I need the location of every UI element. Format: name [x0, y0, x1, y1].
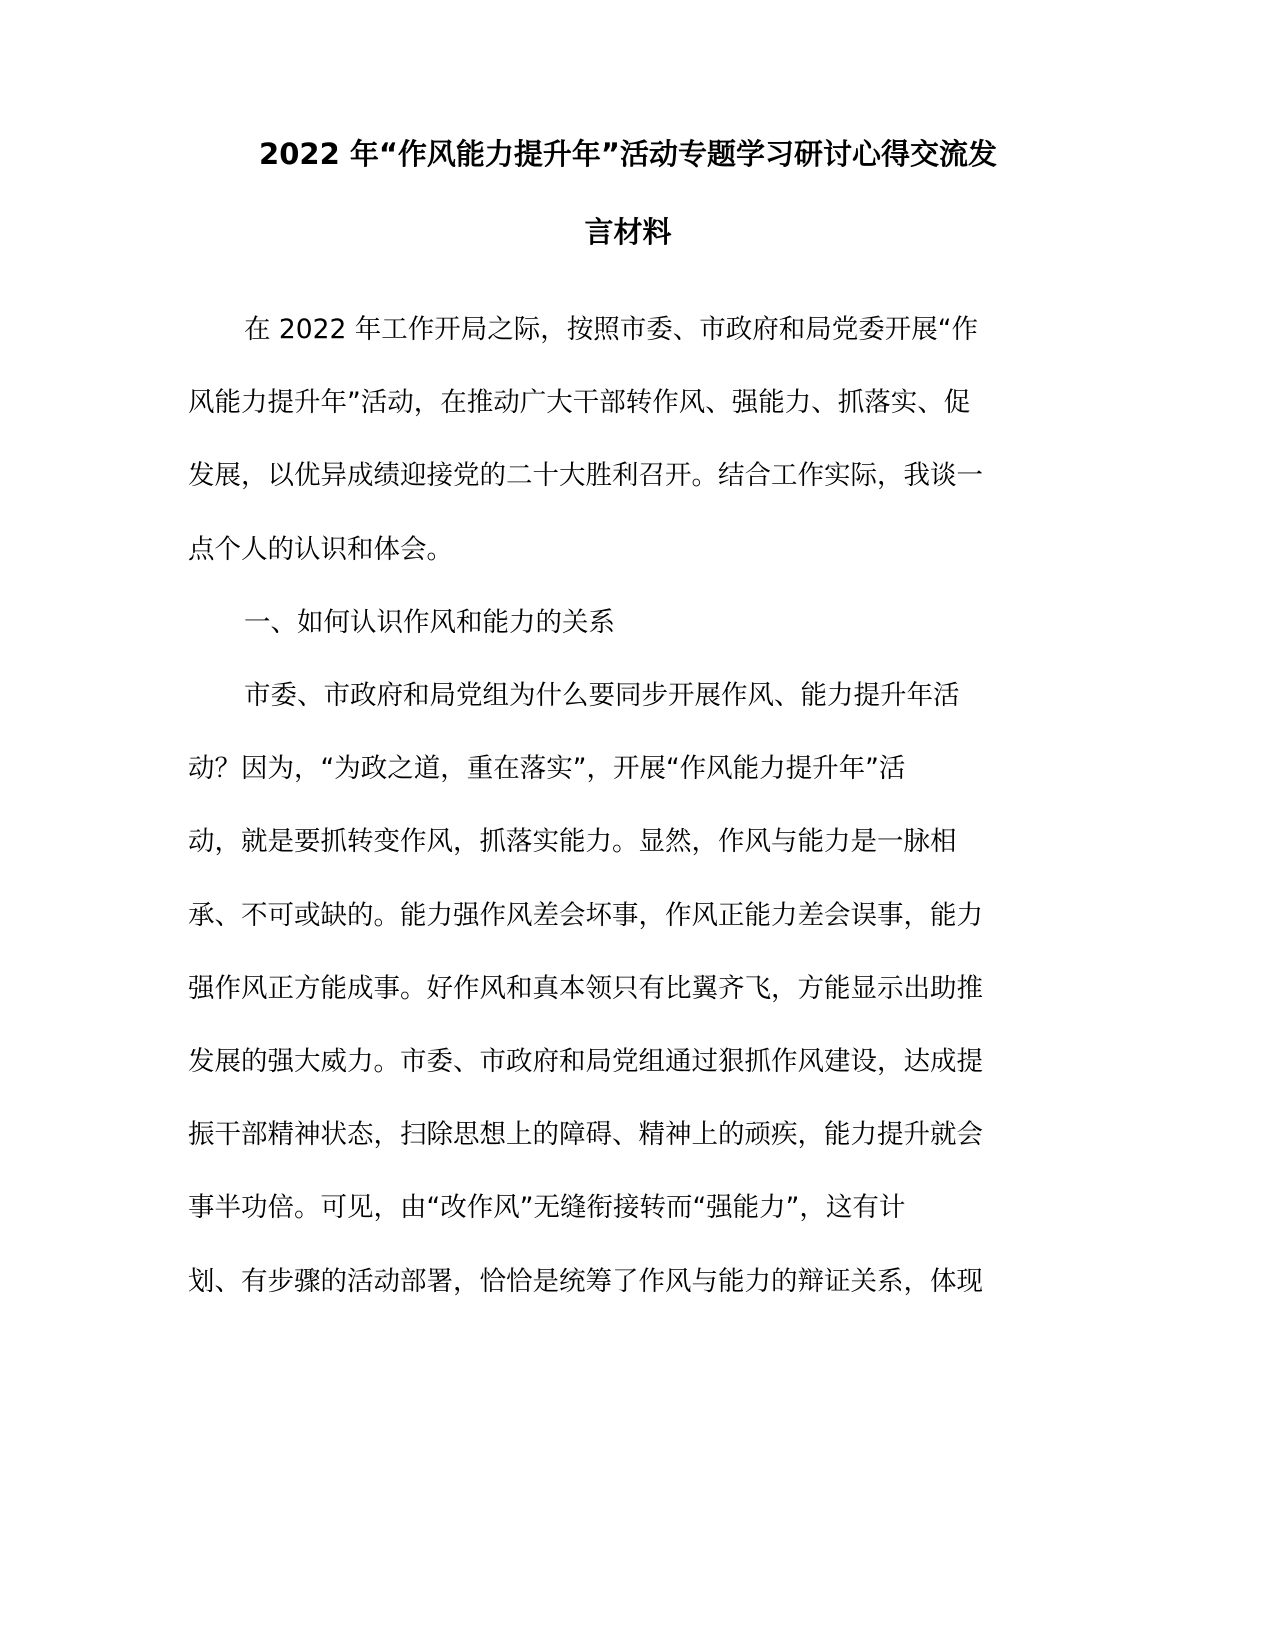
paragraph-1-line-1: 在 2022 年工作开局之际，按照市委、市政府和局党委开展“作 — [244, 314, 979, 345]
section-heading-1: 一、如何认识作风和能力的关系 — [244, 607, 615, 638]
paragraph-2-line-7: 振干部精神状态，扫除思想上的障碍、精神上的顽疾，能力提升就会 — [188, 1119, 983, 1150]
paragraph-2-line-3: 动，就是要抓转变作风，抓落实能力。显然，作风与能力是一脉相 — [188, 826, 957, 857]
paragraph-2-line-6: 发展的强大威力。市委、市政府和局党组通过狠抓作风建设，达成提 — [188, 1046, 983, 1077]
paragraph-2-line-9: 划、有步骤的活动部署，恰恰是统筹了作风与能力的辩证关系，体现 — [188, 1266, 983, 1297]
paragraph-2-line-5: 强作风正方能成事。好作风和真本领只有比翼齐飞，方能显示出助推 — [188, 973, 983, 1004]
paragraph-1-line-4: 点个人的认识和体会。 — [188, 534, 453, 565]
paragraph-2-line-2: 动？因为，“为政之道，重在落实”，开展“作风能力提升年”活 — [188, 753, 906, 784]
document-title — [188, 138, 1068, 248]
paragraph-2-line-8: 事半功倍。可见，由“改作风”无缝衔接转而“强能力”，这有计 — [188, 1192, 906, 1223]
title-line-1: 2022 年“作风能力提升年”活动专题学习研讨心得交流发 — [259, 137, 997, 171]
paragraph-1-line-3: 发展，以优异成绩迎接党的二十大胜利召开。结合工作实际，我谈一 — [188, 460, 983, 491]
paragraph-2-line-1: 市委、市政府和局党组为什么要同步开展作风、能力提升年活 — [244, 680, 960, 711]
paragraph-1-line-2: 风能力提升年”活动，在推动广大干部转作风、强能力、抓落实、促 — [188, 387, 971, 418]
title-line-2: 言材料 — [584, 215, 672, 249]
paragraph-2-line-4: 承、不可或缺的。能力强作风差会坏事，作风正能力差会误事，能力 — [188, 900, 983, 931]
